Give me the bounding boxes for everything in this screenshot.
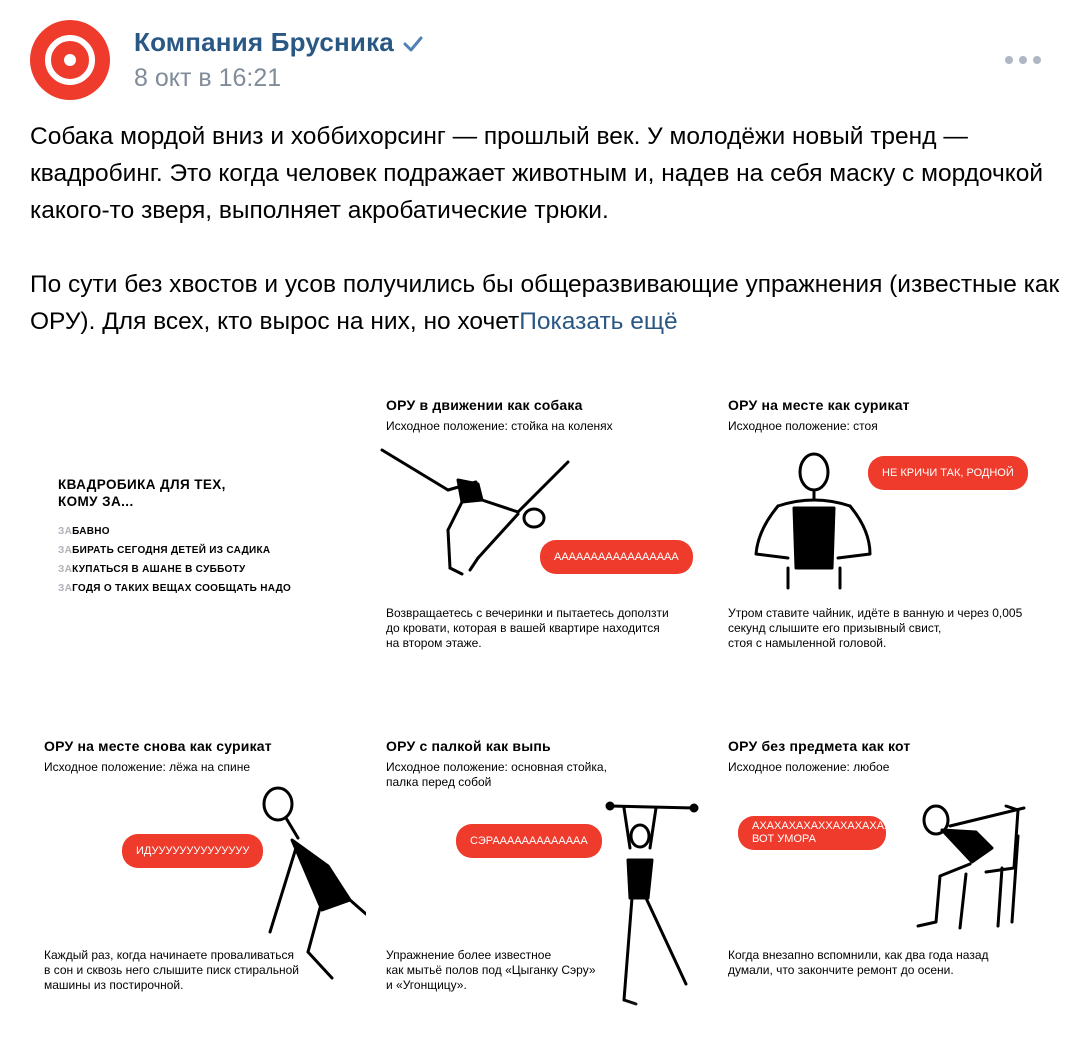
speech-bubble: ААААААААААААААААА bbox=[540, 540, 693, 574]
post-text bbox=[30, 118, 1060, 340]
card-caption-line: думали, что закончите ремонт до осени. bbox=[728, 963, 954, 977]
card-title: ОРУ в движении как собака bbox=[386, 397, 583, 413]
card-caption-line: машины из постирочной. bbox=[44, 978, 184, 992]
intro-item-prefix: ЗА bbox=[58, 526, 73, 537]
card-title: ОРУ на месте как сурикат bbox=[728, 397, 910, 413]
card-subtitle: Исходное положение: любое bbox=[728, 760, 890, 774]
speech-bubble-line: ВОТ УМОРА bbox=[752, 833, 816, 845]
meerkat-pose-illustration bbox=[748, 450, 878, 590]
post-paragraph-2 bbox=[30, 266, 1060, 340]
card-caption-line: и «Угонщицу». bbox=[386, 978, 467, 992]
intro-item-prefix: ЗА bbox=[58, 545, 73, 556]
more-options-icon[interactable] bbox=[1005, 50, 1043, 70]
card-caption-line: секунд слышите его призывный свист, bbox=[728, 621, 942, 635]
intro-item bbox=[58, 545, 270, 556]
card-subtitle: Исходное положение: лёжа на спине bbox=[44, 760, 251, 774]
intro-item bbox=[58, 526, 110, 537]
speech-bubble: СЭРААААААААААААА bbox=[456, 824, 602, 858]
card-caption-line: Когда внезапно вспомнили, как два года назад bbox=[728, 948, 989, 962]
card-caption-line: Каждый раз, когда начинаете проваливаться bbox=[44, 948, 294, 962]
intro-title bbox=[58, 476, 226, 510]
card-caption bbox=[728, 606, 1022, 651]
speech-bubble: НЕ КРИЧИ ТАК, РОДНОЙ bbox=[868, 456, 1028, 490]
card-caption-line: в сон и сквозь него слышите писк стиральной bbox=[44, 963, 299, 977]
author-name[interactable]: Компания Брусника bbox=[134, 27, 394, 57]
bottom-fade bbox=[0, 1000, 1081, 1044]
card-caption-line: Возвращаетесь с вечеринки и пытаетесь доползти bbox=[386, 606, 669, 620]
intro-item-text: БАВНО bbox=[72, 526, 110, 537]
card-caption-line: как мытьё полов под «Цыганку Сэру» bbox=[386, 963, 596, 977]
intro-item-prefix: ЗА bbox=[58, 564, 73, 575]
card-caption bbox=[386, 606, 669, 651]
post-paragraph-2-text: По сути без хвостов и усов получились бы общеразвивающие упражнения (известные как ОРУ). Для всех, кто вырос на них, но хочет bbox=[30, 271, 1060, 335]
card-caption-line: до кровати, которая в вашей квартире находится bbox=[386, 621, 660, 635]
intro-title-line-1: КВАДРОБИКА ДЛЯ ТЕХ, bbox=[58, 477, 226, 492]
intro-item-prefix: ЗА bbox=[58, 583, 73, 594]
intro-item-text: КУПАТЬСЯ В АШАНЕ В СУББОТУ bbox=[72, 564, 246, 575]
card-caption bbox=[728, 948, 989, 978]
intro-item-text: БИРАТЬ СЕГОДНЯ ДЕТЕЙ ИЗ САДИКА bbox=[72, 545, 271, 556]
post-date[interactable]: 8 окт в 16:21 bbox=[134, 64, 282, 92]
post-paragraph-1: Собака мордой вниз и хоббихорсинг — прошлый век. У молодёжи новый тренд — квадробинг. Это когда человек подражает животным и, надев на себя маску с мордочкой какого-то зверя, выполняет акробатические трюки. bbox=[30, 123, 1044, 224]
card-subtitle: Исходное положение: основная стойка, bbox=[386, 760, 607, 774]
speech-bubble-line: АХАХАХАХАХХАХАХАХАХА bbox=[752, 820, 899, 832]
card-subtitle: Исходное положение: стойка на коленях bbox=[386, 419, 613, 433]
intro-item bbox=[58, 583, 291, 594]
speech-bubble bbox=[738, 816, 899, 850]
card-subtitle: Исходное положение: стоя bbox=[728, 419, 878, 433]
show-more-link[interactable]: Показать ещё bbox=[519, 308, 678, 335]
card-caption bbox=[386, 948, 596, 993]
stick-figure-illustration bbox=[600, 794, 700, 1014]
speech-bubble: ИДУУУУУУУУУУУУУУ bbox=[122, 834, 263, 868]
verified-icon bbox=[402, 33, 424, 55]
card-caption-line: стоя с намыленной головой. bbox=[728, 636, 887, 650]
card-caption bbox=[44, 948, 299, 993]
avatar[interactable] bbox=[30, 20, 110, 100]
card-subtitle: палка перед собой bbox=[386, 775, 492, 789]
card-caption-line: Утром ставите чайник, идёте в ванную и через 0,005 bbox=[728, 606, 1023, 620]
card-title: ОРУ без предмета как кот bbox=[728, 738, 911, 754]
card-caption-line: Упражнение более известное bbox=[386, 948, 552, 962]
card-title: ОРУ на месте снова как сурикат bbox=[44, 738, 272, 754]
card-title: ОРУ с палкой как выпь bbox=[386, 738, 551, 754]
intro-item-text: ГОДЯ О ТАКИХ ВЕЩАХ СООБЩАТЬ НАДО bbox=[72, 583, 292, 594]
intro-title-line-2: КОМУ ЗА... bbox=[58, 494, 134, 509]
intro-item bbox=[58, 564, 246, 575]
logo-dot bbox=[64, 54, 76, 66]
card-caption-line: на втором этаже. bbox=[386, 636, 482, 650]
chair-figure-illustration bbox=[906, 796, 1046, 936]
